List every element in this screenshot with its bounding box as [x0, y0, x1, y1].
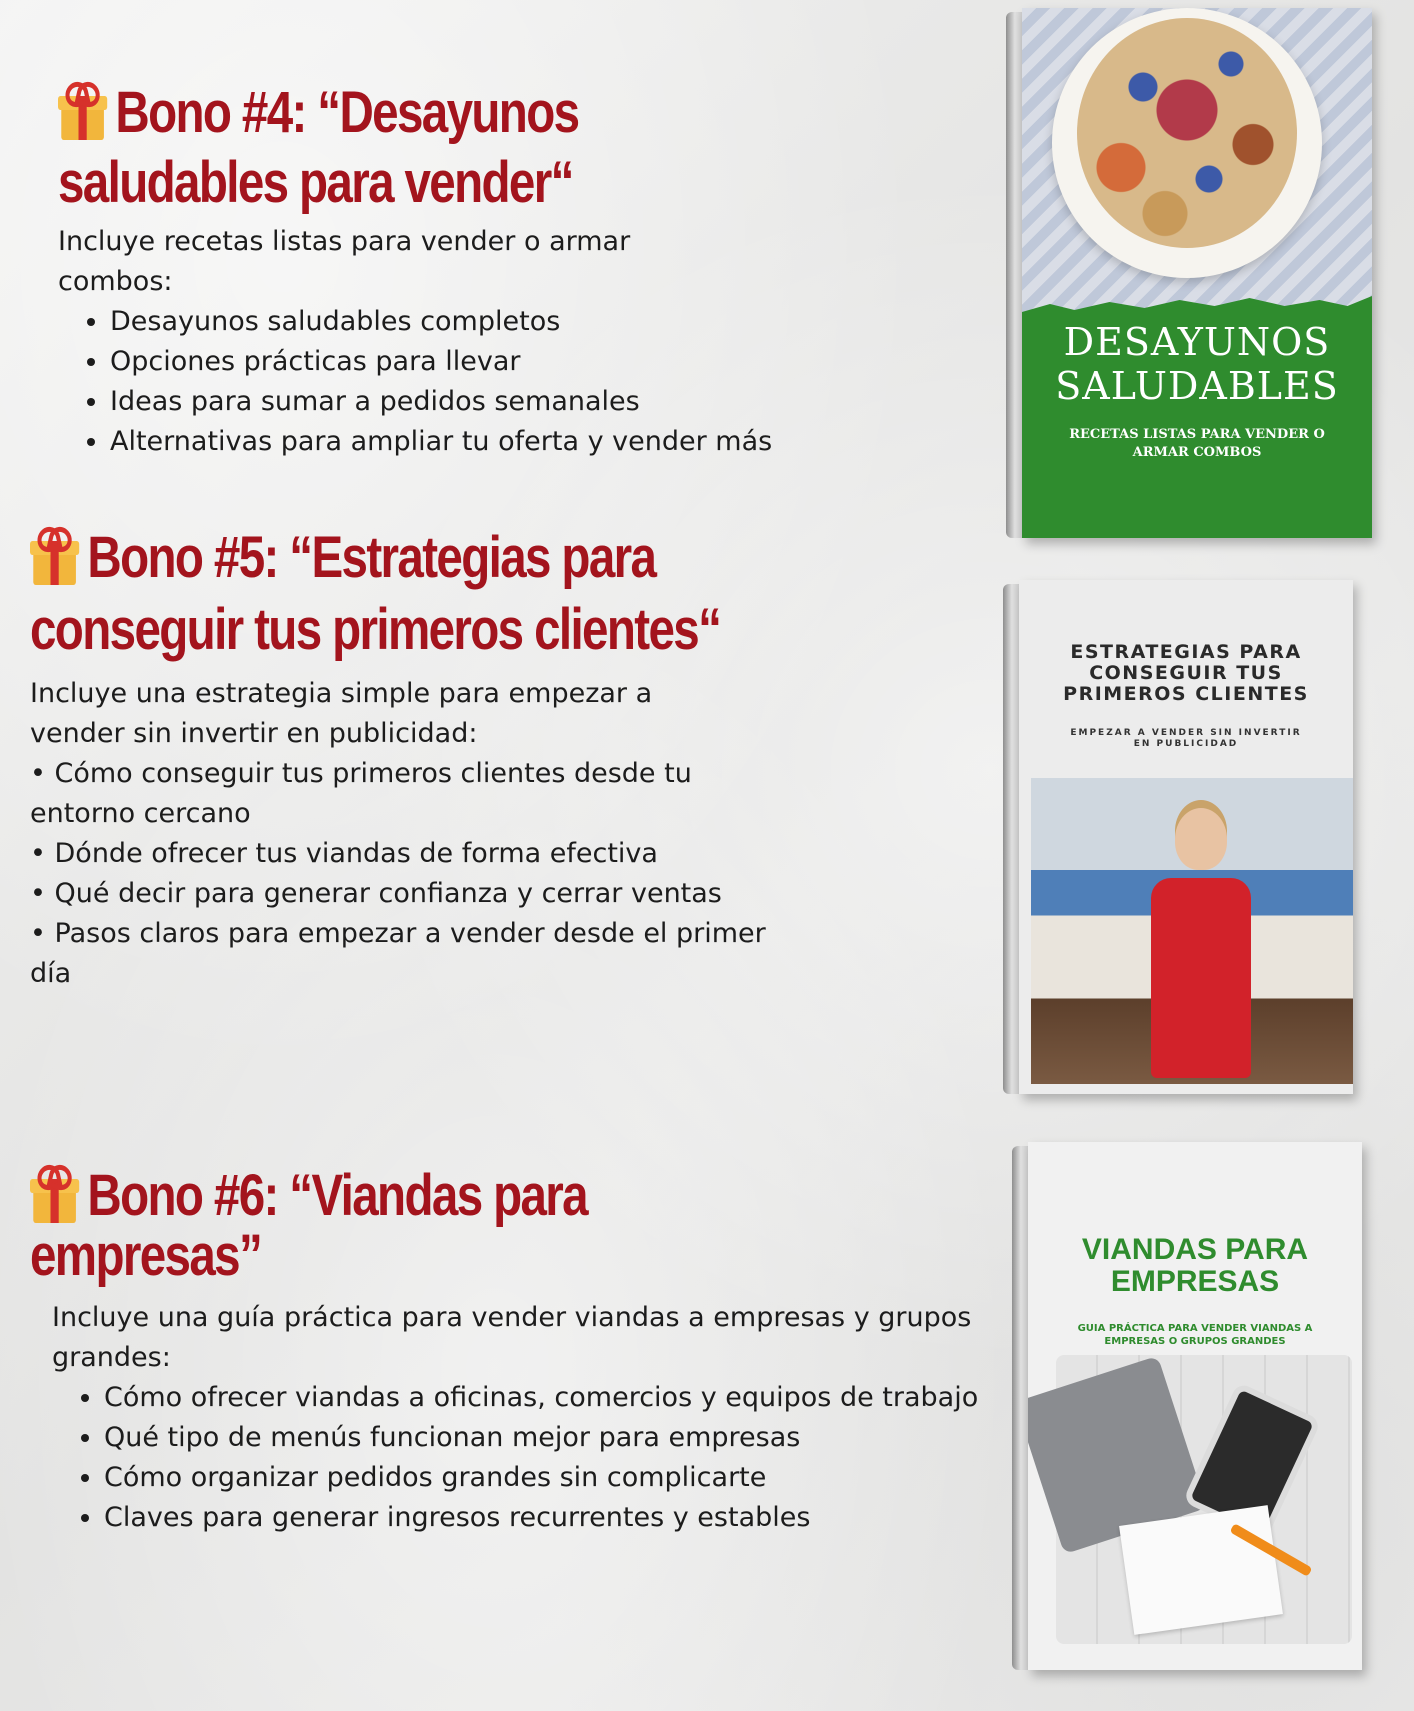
list-item: • Desayunos saludables completos — [110, 302, 830, 342]
bonus-5-intro: Incluye una estrategia simple para empezar a vender sin invertir en publicidad: — [30, 678, 653, 749]
list-item: • Dónde ofrecer tus viandas de forma efectiva — [30, 838, 658, 869]
bonus-4-list — [58, 302, 830, 462]
book-1-title: DESAYUNOS SALUDABLES — [1055, 320, 1339, 408]
book-3-title: VIANDAS PARA EMPRESAS — [1081, 1233, 1309, 1298]
bonus-4-title-text: Bono #4: “Desayunos saludables para vender“ — [58, 80, 579, 215]
list-item: • Claves para generar ingresos recurrentes y estables — [104, 1498, 994, 1538]
list-item: • Qué decir para generar confianza y cerrar ventas — [30, 878, 722, 909]
bonus-5-list — [30, 754, 800, 994]
list-item: • Opciones prácticas para llevar — [110, 342, 830, 382]
cover-photo-woman-kitchen — [1031, 778, 1353, 1084]
book-2-title: ESTRATEGIAS PARA CONSEGUIR TUS PRIMEROS CLIENTES — [1063, 641, 1309, 705]
book-cover — [1019, 580, 1353, 1094]
gift-icon — [30, 527, 79, 585]
gift-icon — [30, 1165, 79, 1223]
bonus-5-section — [30, 522, 810, 994]
list-item: • Qué tipo de menús funcionan mejor para empresas — [104, 1418, 994, 1458]
list-item: • Cómo conseguir tus primeros clientes desde tu entorno cercano — [30, 758, 692, 829]
list-item: • Ideas para sumar a pedidos semanales — [110, 382, 830, 422]
book-viandas-empresas — [1012, 1142, 1362, 1670]
bonus-6-list — [30, 1378, 994, 1538]
book-desayunos-saludables — [1006, 8, 1372, 538]
list-item: • Pasos claros para empezar a vender desde el primer día — [30, 918, 766, 989]
book-1-subtitle: RECETAS LISTAS PARA VENDER O ARMAR COMBOS — [1069, 427, 1325, 460]
book-2-subtitle: EMPEZAR A VENDER SIN INVERTIR EN PUBLICIDAD — [1070, 728, 1302, 749]
bonus-6-intro: Incluye una guía práctica para vender viandas a empresas y grupos grandes: — [52, 1302, 972, 1373]
book-cover — [1028, 1142, 1362, 1670]
bonus-6-section — [30, 1163, 979, 1538]
bonus-6-title — [30, 1165, 735, 1286]
list-item: • Alternativas para ampliar tu oferta y vender más — [110, 422, 830, 462]
cover-photo-breakfast-bowl — [1022, 8, 1372, 318]
gift-icon — [58, 82, 107, 140]
bonus-4-intro: Incluye recetas listas para vender o armar combos: — [58, 226, 631, 297]
bonus-4-title — [58, 78, 780, 218]
cover-photo-desk-laptop — [1056, 1355, 1352, 1644]
bonus-5-title-text: Bono #5: “Estrategias para conseguir tus primeros clientes“ — [30, 525, 721, 662]
book-3-subtitle: GUIA PRÁCTICA PARA VENDER VIANDAS A EMPRESAS O GRUPOS GRANDES — [1077, 1323, 1313, 1347]
book-cover — [1022, 8, 1372, 538]
bonus-4-section — [58, 78, 818, 462]
list-item: • Cómo ofrecer viandas a oficinas, comercios y equipos de trabajo — [104, 1378, 994, 1418]
bonus-5-title — [30, 522, 784, 666]
list-item: • Cómo organizar pedidos grandes sin complicarte — [104, 1458, 994, 1498]
bonus-6-title-text: Bono #6: “Viandas para empresas” — [30, 1163, 587, 1288]
book-estrategias-clientes — [1003, 580, 1353, 1094]
